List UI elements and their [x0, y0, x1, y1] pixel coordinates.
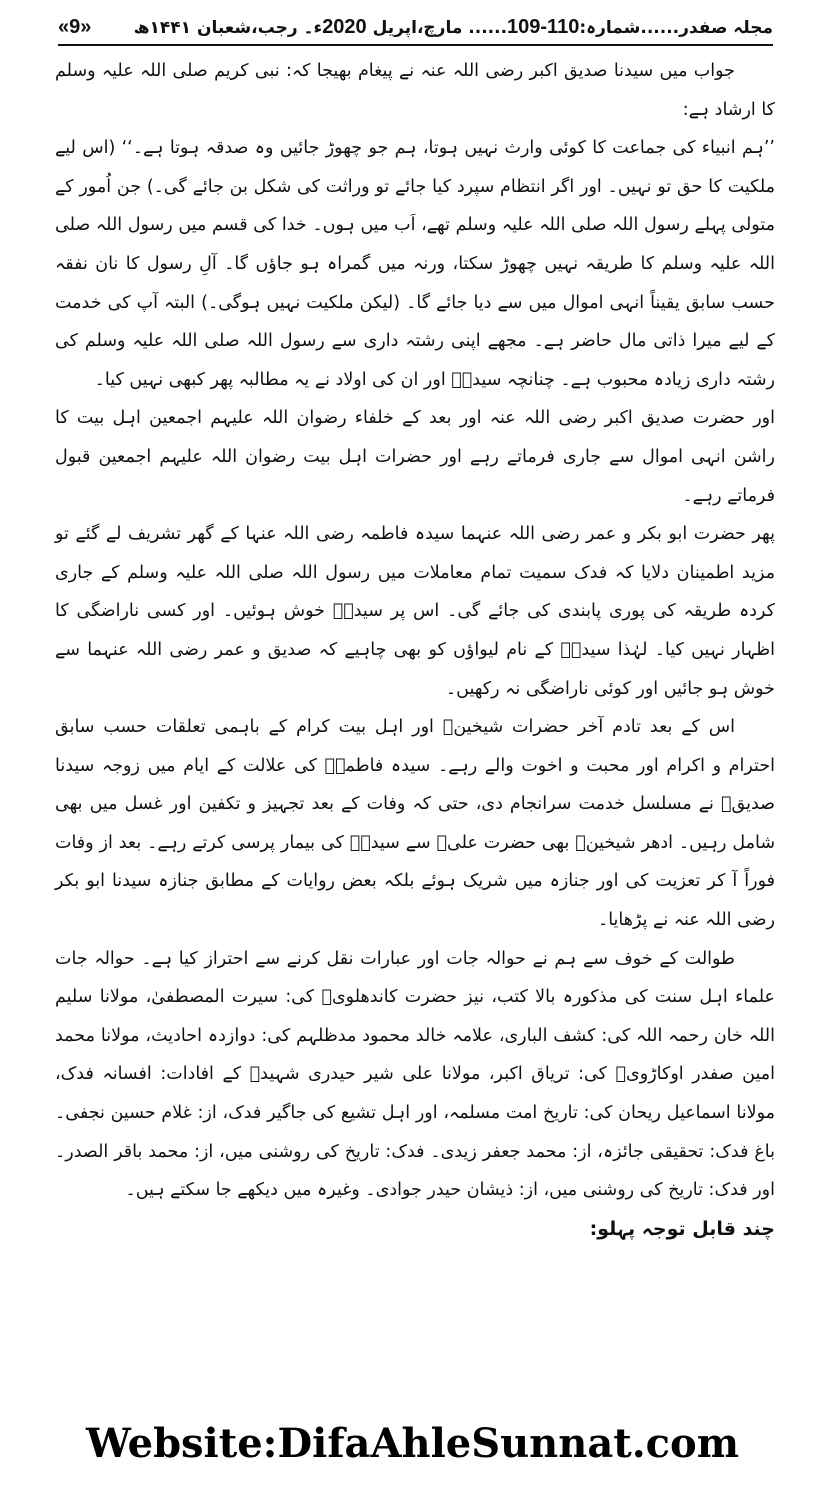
- section-heading: چند قابل توجہ پہلو:: [589, 1217, 775, 1240]
- page-number-badge: [58, 16, 91, 39]
- article-body: [55, 52, 775, 1248]
- journal-title: مجلہ صفدر......شمارہ:: [579, 17, 773, 38]
- badge-ornament-right-icon: »: [80, 15, 92, 38]
- website-footer: Website:DifaAhleSunnat.com: [85, 1420, 740, 1467]
- header-divider: [58, 44, 773, 46]
- issue-hijri: ء۔ رجب،شعبان ۱۴۴۱ھ: [133, 17, 323, 38]
- issue-numbers: 109-110: [507, 15, 580, 38]
- paragraph-4: پھر حضرت ابو بکر و عمر رضی اللہ عنہما سیدہ فاطمہ رضی اللہ عنہا کے گھر تشریف لے گئے تو مزید اطمینان دلایا کہ فدک سمیت تمام معاملات میں رسول اللہ صلی اللہ علیہ وسلم کے جاری کردہ طریقہ کی پوری پابندی کی جائے گی۔ اس پر سیدہؓ خوش ہوئیں۔ اور کسی ناراضگی کا اظہار نہیں کیا۔ لہٰذا سیدہؓ کے نام لیواؤں کو بھی چاہیے کہ صدیق و عمر رضی اللہ عنہما سے خوش ہو جائیں اور کوئی ناراضگی نہ رکھیں۔: [55, 524, 775, 699]
- page-number: 9: [69, 15, 81, 38]
- paragraph-3: اور حضرت صدیق اکبر رضی اللہ عنہ اور بعد کے خلفاء رضوان اللہ علیہم اجمعین اہل بیت کا راشن انہی اموال سے جاری فرماتے رہے اور حضرات اہل بیت رضوان اللہ علیہم اجمعین قبول فرماتے رہے۔: [55, 408, 775, 506]
- paragraph-1: جواب میں سیدنا صدیق اکبر رضی اللہ عنہ نے پیغام بھیجا کہ: نبی کریم صلی اللہ علیہ وسلم کا ارشاد ہے:: [55, 61, 775, 120]
- page-badge: [58, 16, 91, 39]
- issue-months: مارچ،اپریل: [372, 17, 463, 38]
- badge-ornament-left-icon: «: [58, 15, 70, 38]
- paragraph-6: طوالت کے خوف سے ہم نے حوالہ جات اور عبارات نقل کرنے سے احتراز کیا ہے۔ حوالہ جات علماء اہل سنت کی مذکورہ بالا کتب، نیز حضرت کاندھلویؒ کی: سیرت المصطفیٰ، مولانا سلیم اللہ خان رحمہ اللہ کی: کشف الباری، علامہ خالد محمود مدظلہم کی: دوازدہ احادیث، مولانا محمد امین صفدر اوکاڑویؒ کی: تریاق اکبر، مولانا علی شیر حیدری شہیدؒ کے افادات: افسانہ فدک، مولانا اسماعیل ریحان کی: تاریخ امت مسلمہ، اور اہل تشیع کی جاگیر فدک، از: غلام حسین نجفی۔ باغ فدک: تحقیقی جائزہ، از: محمد جعفر زیدی۔ فدک: تاریخ کی روشنی میں، از: محمد باقر الصدر۔ اور فدک: تاریخ کی روشنی میں، از: ذیشان حیدر جوادی۔ وغیرہ میں دیکھے جا سکتے ہیں۔: [55, 948, 775, 1201]
- paragraph-5: اس کے بعد تادم آخر حضرات شیخینؓ اور اہل بیت کرام کے باہمی تعلقات حسب سابق احترام و اکرام اور محبت و اخوت والے رہے۔ سیدہ فاطمہؓ کی علالت کے ایام میں زوجہ سیدنا صدیقؓ نے مسلسل خدمت سرانجام دی، حتی کہ وفات کے بعد تجہیز و تکفین اور غسل میں بھی شامل رہیں۔ ادھر شیخینؓ بھی حضرت علیؓ سے سیدہؓ کی بیمار پرسی کرتے رہے۔ بعد از وفات فوراً آ کر تعزیت کی اور جنازہ میں شریک ہوئے بلکہ بعض روایات کے مطابق جنازہ سیدنا ابو بکر رضی اللہ عنہ نے پڑھایا۔: [55, 717, 775, 931]
- header-dots: ......: [468, 17, 508, 38]
- paragraph-2: ’’ہم انبیاء کی جماعت کا کوئی وارث نہیں ہوتا، ہم جو چھوڑ جائیں وہ صدقہ ہوتا ہے۔‘‘ (اس لیے ملکیت کا حق تو نہیں۔ اور اگر انتظام سپرد کیا جائے تو وراثت کی شکل بن جائے گی۔) جن اُمور کے متولی پہلے رسول اللہ صلی اللہ علیہ وسلم تھے، اَب میں ہوں۔ خدا کی قسم میں رسول اللہ صلی اللہ علیہ وسلم کا طریقہ نہیں چھوڑ سکتا، ورنہ میں گمراہ ہو جاؤں گا۔ آلِ رسول کا نان نفقہ حسب سابق یقیناً انہی اموال میں سے دیا جائے گا۔ (لیکن ملکیت نہیں ہوگی۔) البتہ آپ کی خدمت کے لیے میرا ذاتی مال حاضر ہے۔ مجھے اپنی رشتہ داری سے رسول اللہ صلی اللہ علیہ وسلم کی رشتہ داری زیادہ محبوب ہے۔ چنانچہ سیدہؓ اور ان کی اولاد نے یہ مطالبہ پھر کبھی نہیں کیا۔: [55, 138, 775, 390]
- journal-info: [134, 16, 773, 39]
- issue-year: 2020: [322, 15, 367, 38]
- page-header: [58, 10, 773, 44]
